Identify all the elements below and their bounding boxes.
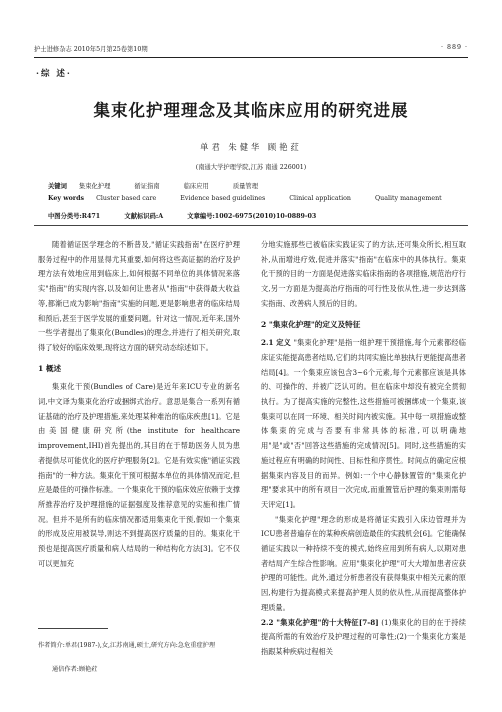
- clc-number: 中图分类号:R471: [48, 213, 101, 220]
- keywords-en-label: Key words: [48, 195, 85, 202]
- section-heading-overview: 1 概述: [38, 363, 62, 373]
- running-header: [34, 44, 468, 56]
- keyword-en: Clinical application: [289, 195, 351, 202]
- meta-rule: [34, 225, 468, 226]
- keywords-en: [48, 195, 464, 202]
- keywords-cn: [48, 181, 280, 190]
- left-column: [38, 238, 240, 571]
- concept-paragraph: "集束化护理"理念的形成是将循证实践引入床边管理并为ICU患者普遍存在的某种疾病创造最佳的实践机会[6]。它能确保循证实践以一种持续不变的模式,始终应用到所有病人,以期对患者结局产生综合性影响。应用"集束化护理"可大大增加患者应获护理的可能性。此外,通过分析患者没有获得集束中相关元素的原因,构建行为提高模式来提高护理人员的依从性,从而提高整体护理质量。: [261, 514, 466, 612]
- classification-line: [48, 211, 338, 220]
- subsection-heading-definition: 2.1 定义: [261, 338, 292, 348]
- right-column: [261, 238, 466, 660]
- corresponding-author-footnote: 通信作者:顾艳荭: [52, 666, 98, 673]
- header-rule: [34, 57, 468, 58]
- keywords-cn-label: 关键词: [48, 183, 67, 190]
- intro-paragraph: 随着循证医学理念的不断普及,"循证实践指南"在医疗护理服务过程中的作用显得尤其重要,如何将这些高证据的治疗及护理方法有效地应用到临床上,如何根据不同单位的具体情况来落实"指南"的实现内容,以及如何让患者从"指南"中获得最大收益等,都渐已成为影响"指南"实施的问题,更是影响患者的临床结局和预后,甚至于医学发展的重要问题。针对这一情况,近年来,国外一些学者提出了集束化(Bundles)的理念,并进行了相关研究,取得了较好的临床效果,现将这方面的研究动态综述如下。: [38, 240, 240, 352]
- section-tag: ·综 述·: [36, 69, 72, 79]
- section-heading-definition: 2 "集束化护理"的定义及特征: [261, 319, 361, 329]
- article-title: 集束化护理理念及其临床应用的研究进展: [93, 101, 409, 120]
- keyword-en: Cluster based care: [96, 195, 157, 202]
- keyword-cn: 临床应用: [183, 183, 209, 190]
- definition-paragraph: "集束化护理"是指一组护理干预措施,每个元素都经临床证实能提高患者结局,它们的共同实施比单独执行更能提高患者结局[4]。一个集束应该包含3~6个元素,每个元素都应该是具体的、可操作的、并被广泛认可的。但在临床中却没有被完全贯彻执行。为了提高实施的完整性,这些措施可被捆绑成一个集束,该集束可以在同一环境、相关时间内被实施。其中每一项措施或整体集束的完成与否要有非常具体的标准,可以明确地用"是"或"否"回答这些措施的完成情况[5]。同时,这些措施的实施过程应有明确的时间性、目标性和序贯性。时间点的确定应根据集束内容及目的而异。例如:一个中心静脉置管的"集束化护理"要求其中的所有项目一次完成,而重置管后护理的集束则需每天评定[1]。: [261, 338, 466, 509]
- continued-paragraph: 分地实施那些已被临床实践证实了的方法,还可集众所长,相互取补,从而增进疗效,促进并落实"指南"在临床中的具体执行。集束化干预的目的一方面是促进落实临床指南的各项措施,规范治疗行文,另一方面是为提高治疗指南的可行性及依从性,进一步达到落实指南、改善病人预后的目的。: [261, 240, 466, 308]
- features-paragraph: (1)集束化的目的在于持续提高所需的有效治疗及护理过程的可靠性;(2)一个集束化方案是指跟某种疾病过程相关: [261, 617, 466, 656]
- keyword-en: Evidence based guidelines: [180, 195, 266, 202]
- overview-paragraph: 集束化干预(Bundles of Care)是近年来ICU专业的新名词,中文译为集束化治疗或捆绑式治疗。意思是集合一系列有循证基础的治疗及护理措施,来处理某种难治的临床疾患[1]。它是由美国健康研究所(the institute for healthcare improvement,IHI)首先提出的,其目的在于帮助医务人员为患者提供尽可能优化的医疗护理服务[2]。它是有效实施"循证实践指南"的一种方法。集束化干预可根据本单位的具体情况而定,但应是最佳的可操作标准。一个集束化干预的临床效应依赖于支撑所推荐治疗及护理措施的证据强度及推荐意见的实施和推广情况。但并不是所有的临床情况都适用集束化干预,假如一个集束的形成及应用被误导,则达不到提高医疗质量的目的。集束化干预也是提高医疗质量和病人结局的一种结构化方法[3]。它不仅可以更加充: [38, 382, 240, 568]
- keyword-cn: 集束化护理: [78, 183, 111, 190]
- affiliation: (南通大学护理学院,江苏 南通 226001): [195, 164, 307, 171]
- authors: 单君 朱健华 顾艳荭: [200, 142, 302, 152]
- keyword-cn: 循证指南: [134, 183, 160, 190]
- footnote-rule: [38, 628, 108, 629]
- keyword-en: Quality management: [374, 195, 442, 202]
- keyword-cn: 质量管理: [232, 183, 258, 190]
- article-number: 文章编号:1002-6975(2010)10-0889-03: [187, 213, 317, 220]
- page-number: · 889 ·: [440, 44, 468, 51]
- document-code: 文献标识码:A: [124, 213, 164, 220]
- journal-info: 护士进修杂志 2010年5月第25卷第10期: [34, 46, 148, 53]
- subsection-heading-features: 2.2 "集束化护理"的十大特征[7-8]: [261, 617, 379, 627]
- author-bio-footnote: 作者简介:单君(1987-),女,江苏南通,硕士,研究方向:急危重症护理: [38, 642, 216, 649]
